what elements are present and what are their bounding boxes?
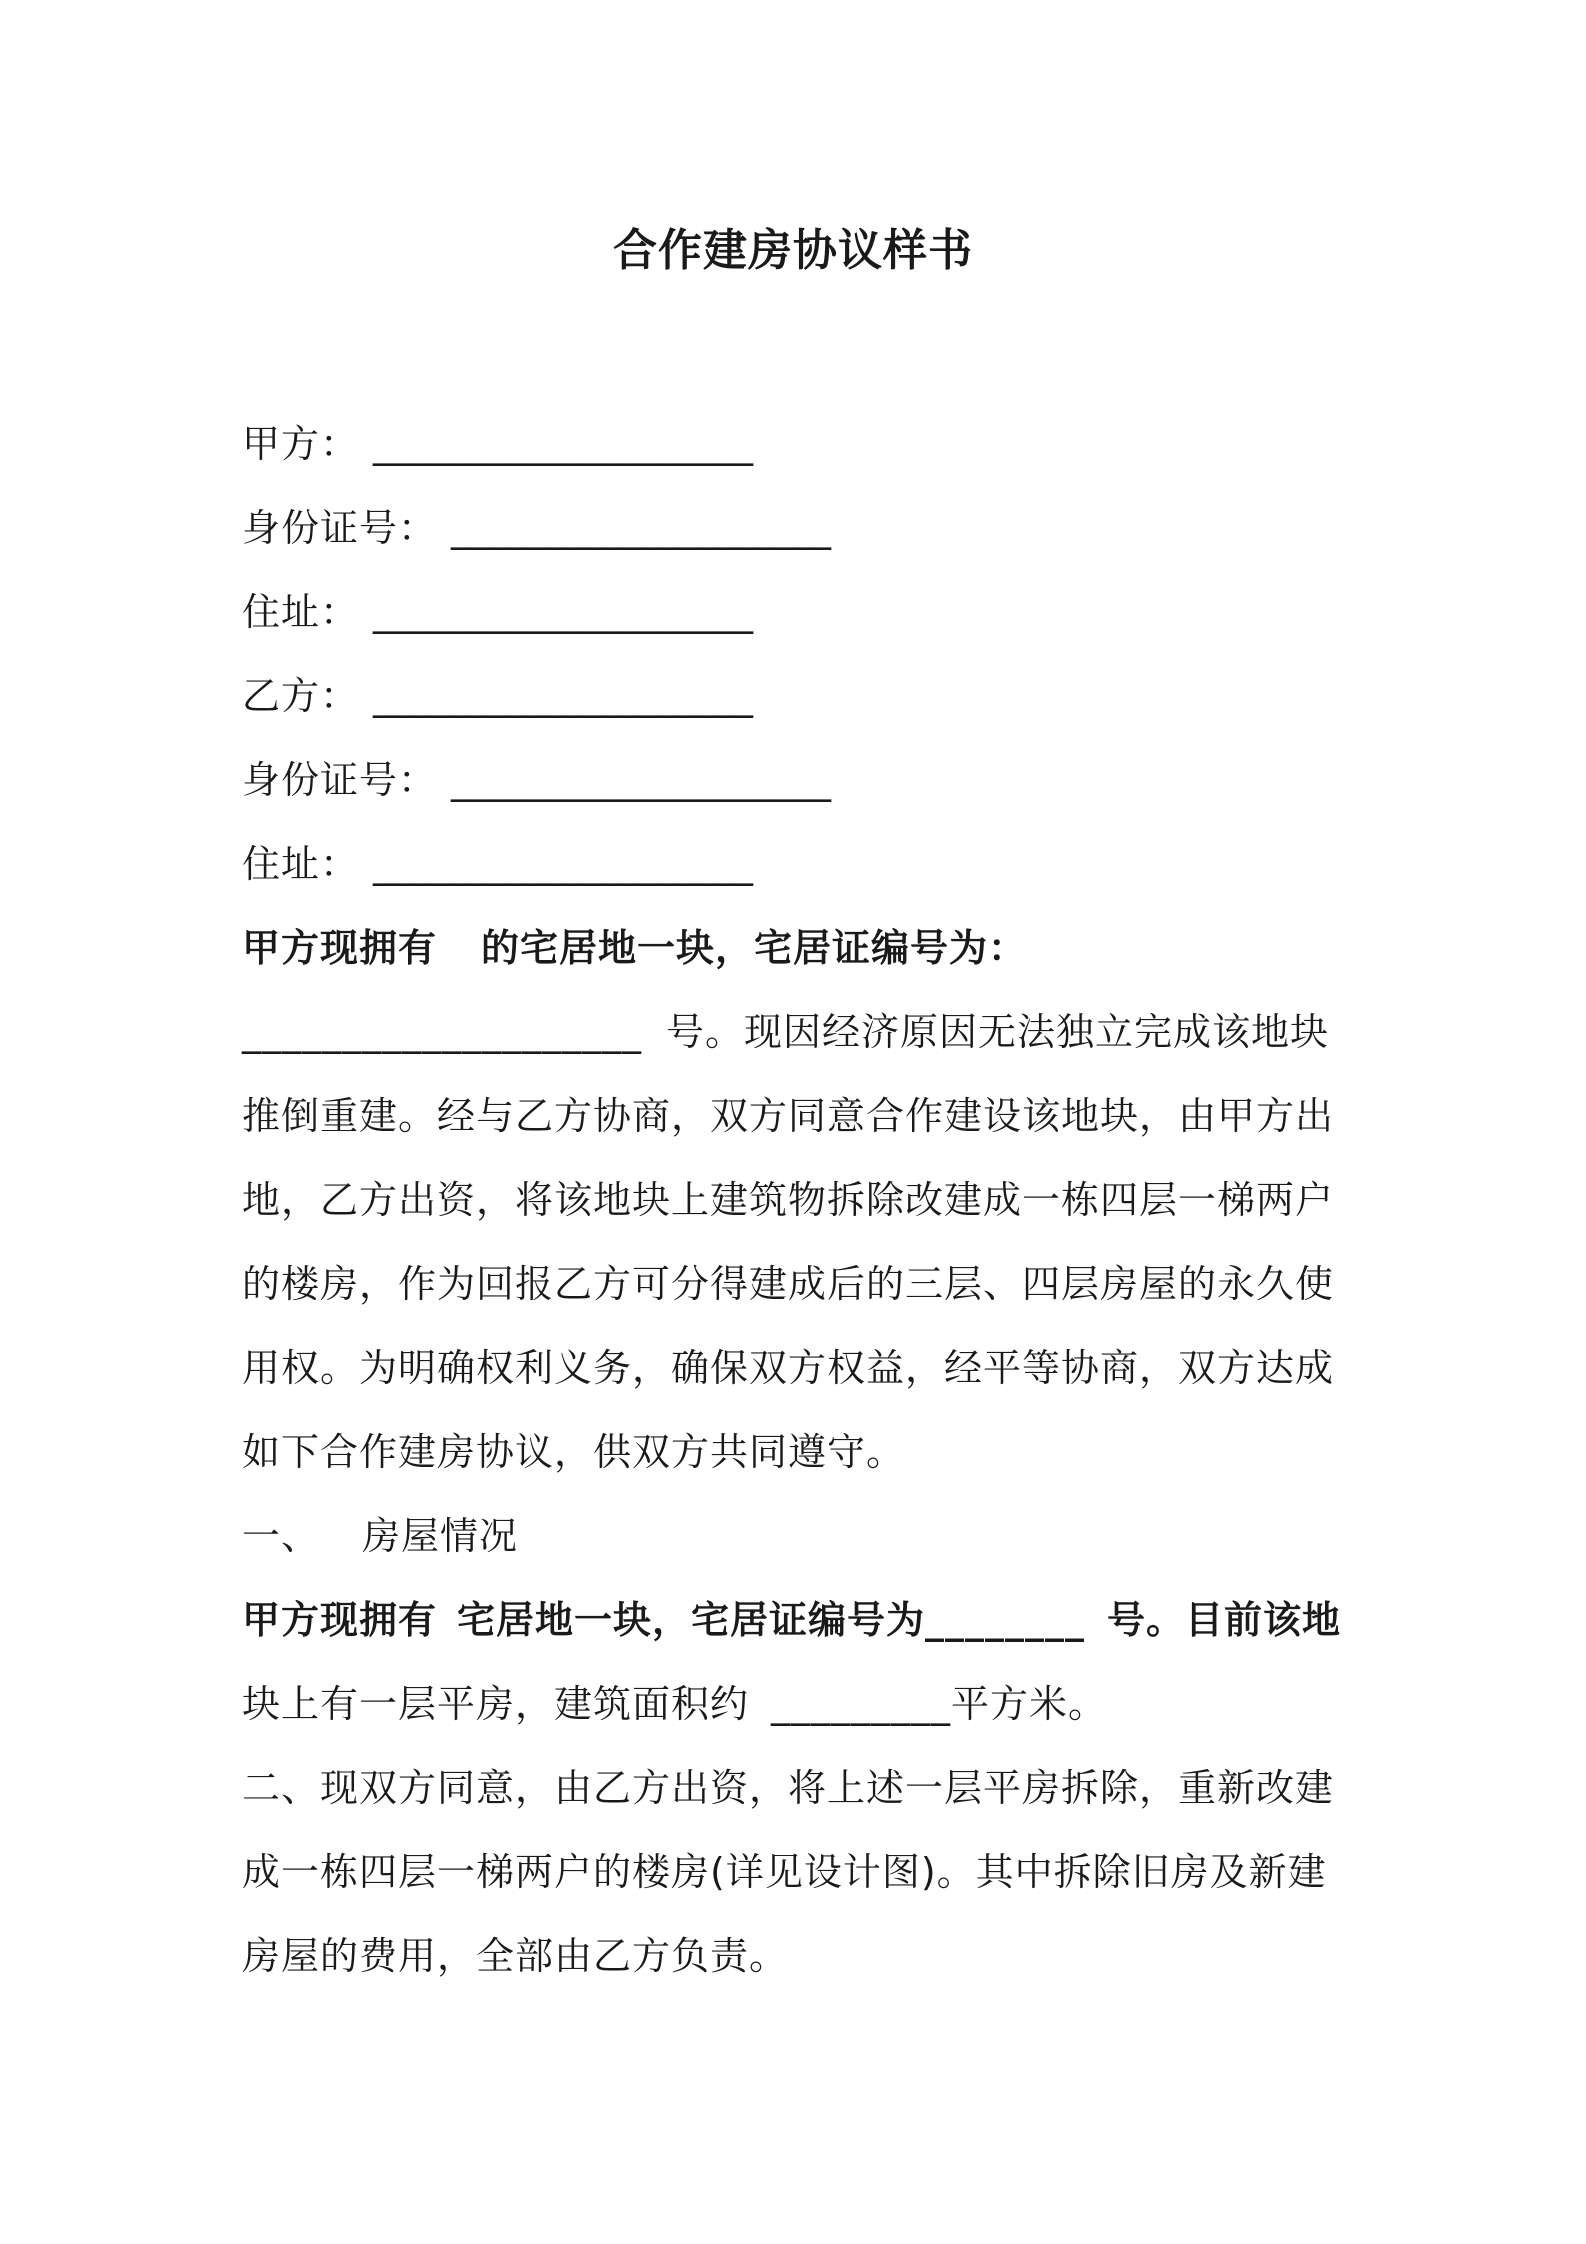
intro-text: 甲方现拥有 [242,926,438,970]
party-b-name-field [242,654,1352,738]
section-heading: 房屋情况 [362,1514,519,1558]
intro-line-5: 的楼房，作为回报乙方可分得建成后的三层、四层房屋的永久使 [242,1262,1335,1306]
field-label: 乙方： [242,674,360,718]
section-2-line-1: 二、现双方同意，由乙方出资，将上述一层平房拆除，重新改建 [242,1766,1335,1810]
section-1-line-1 [242,1578,1352,1662]
party-b-address-field [242,822,1352,906]
intro-line-6: 用权。为明确权利义务，确保双方权益，经平等协商，双方达成 [242,1346,1335,1390]
section-2-line-3: 房屋的费用，全部由乙方负责。 [242,1934,789,1978]
field-label: 身份证号： [242,758,438,802]
intro-line-1 [242,906,1352,990]
section-text: 块上有一层平房，建筑面积约 [242,1682,750,1726]
party-a-name-field [242,402,1352,486]
section-1-line-2 [242,1662,1352,1746]
blank-line: ____________________ [373,422,754,466]
blank-line: ____________________ [451,758,832,802]
intro-line-3: 推倒重建。经与乙方协商，双方同意合作建设该地块，由甲方出 [242,1094,1335,1138]
document-title: 合作建房协议样书 [613,225,973,276]
field-label: 身份证号： [242,506,438,550]
party-b-id-field [242,738,1352,822]
field-label: 住址： [242,842,360,886]
blank-line: ____________________ [373,590,754,634]
section-1-heading [242,1494,1352,1578]
section-text: _________平方米。 [771,1682,1108,1726]
section-text: 甲方现拥有 [242,1598,438,1642]
section-number: 一、 [242,1514,321,1558]
party-a-id-field [242,486,1352,570]
intro-text: 号。现因经济原因无法独立完成该地块 [666,1010,1330,1054]
intro-text: 的宅居地一块，宅居证编号为： [481,926,1028,970]
blank-line: ____________________ [242,1010,642,1054]
section-text: 宅居地一块，宅居证编号为________ [457,1598,1086,1642]
blank-line: ____________________ [451,506,832,550]
field-label: 住址： [242,590,360,634]
section-text: 号。目前该地 [1107,1598,1342,1642]
intro-line-4: 地，乙方出资，将该地块上建筑物拆除改建成一栋四层一梯两户 [242,1178,1335,1222]
blank-line: ____________________ [373,674,754,718]
blank-line: ____________________ [373,842,754,886]
document-body [242,402,1352,1998]
intro-line-7: 如下合作建房协议，供双方共同遵守。 [242,1430,906,1474]
section-2-line-2: 成一栋四层一梯两户的楼房(详见设计图)。其中拆除旧房及新建 [242,1850,1327,1894]
field-label: 甲方： [242,422,360,466]
intro-line-2 [242,990,1352,1074]
party-a-address-field [242,570,1352,654]
